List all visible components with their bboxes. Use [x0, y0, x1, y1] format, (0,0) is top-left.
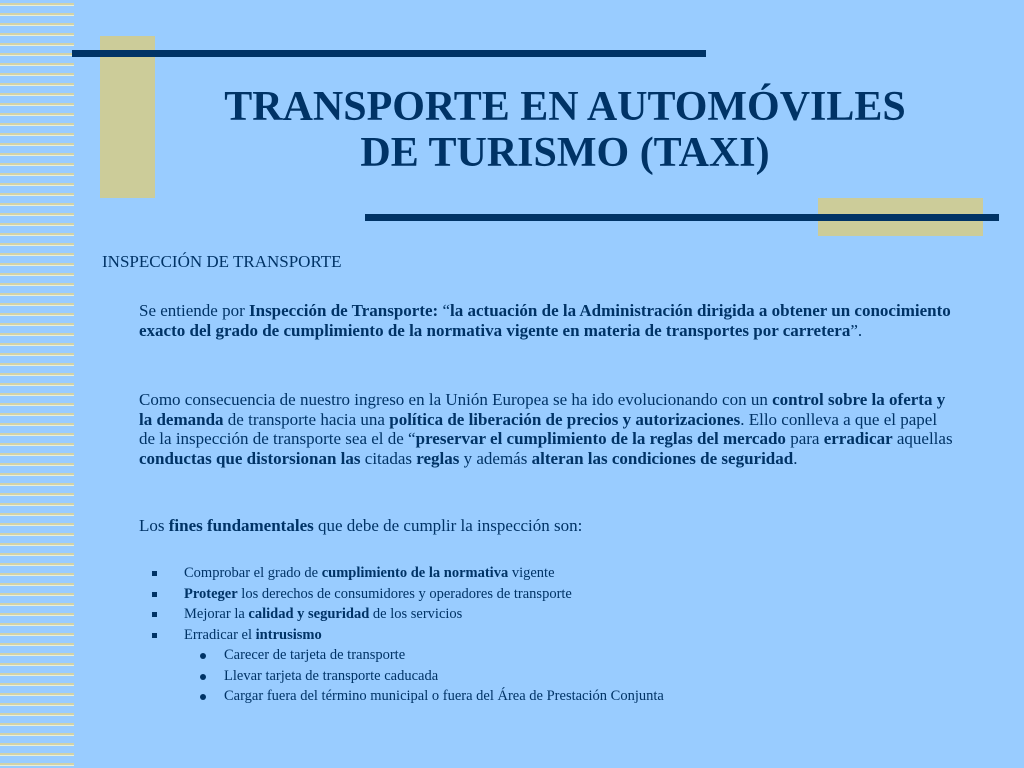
- context-paragraph: [139, 390, 954, 468]
- square-bullet-icon: [152, 571, 157, 576]
- round-bullet-icon: [200, 674, 206, 680]
- p2-bold-1: control sobre la oferta y la demanda: [139, 390, 946, 429]
- p3-bold-1: fines fundamentales: [168, 516, 314, 535]
- p2-bold-4: erradicar: [823, 429, 893, 448]
- p2-text-5: aquellas: [892, 429, 953, 448]
- sublist-text: Carecer de tarjeta de transporte: [224, 647, 406, 663]
- bottom-deco-line: [365, 214, 999, 221]
- square-bullet-icon: [152, 612, 157, 617]
- p2-bold-6: reglas: [416, 448, 460, 468]
- p2-bold-2: política de liberación de precios y autorizaciones: [389, 409, 741, 429]
- p2-text-4: para: [785, 429, 824, 448]
- slide-title: [160, 84, 970, 176]
- bullet-text: Mejorar la: [184, 606, 249, 622]
- p2-text-1: Como consecuencia de nuestro ingreso en la Unión Europea se ha ido evolucionando con un: [139, 390, 773, 409]
- p1-text-1: Se entiende por: [139, 301, 249, 320]
- round-bullet-icon: [200, 694, 206, 700]
- title-line-2: DE TURISMO (TAXI): [360, 130, 770, 176]
- bullet-bold: intrusismo: [255, 626, 322, 643]
- p1-bold-2: la actuación de la Administración dirigida a obtener un conocimiento exacto del grado de cumplimiento de la normativa vigente en materia de transportes por carretera: [139, 301, 951, 340]
- bullet-text: Comprobar el grado de: [184, 565, 322, 581]
- p1-text-2: “: [438, 301, 451, 320]
- bullet-bold: Proteger: [184, 585, 238, 602]
- list-item: [152, 604, 664, 625]
- p2-bold-7: alteran las condiciones de seguridad: [531, 448, 794, 468]
- goals-list: [152, 563, 664, 707]
- square-bullet-icon: [152, 633, 157, 638]
- list-item: [152, 584, 664, 605]
- p2-text-6: citadas: [360, 448, 417, 468]
- bullet-text: los derechos de consumidores y operadores de transporte: [237, 585, 572, 602]
- p2-text-3: . Ello conlleva a que el papel de la inspección de transporte sea el de “: [139, 409, 938, 448]
- definition-paragraph: [139, 301, 954, 340]
- intrusion-sublist: [184, 645, 664, 707]
- bullet-bold: calidad y seguridad: [248, 606, 370, 622]
- round-bullet-icon: [200, 653, 206, 659]
- list-item: [152, 625, 664, 707]
- p3-text-1: Los: [139, 516, 169, 535]
- title-line-1: TRANSPORTE EN AUTOMÓVILES: [224, 84, 906, 130]
- goals-intro-paragraph: [139, 516, 954, 536]
- sublist-item: [184, 666, 664, 687]
- top-left-deco-block: [100, 36, 155, 198]
- square-bullet-icon: [152, 592, 157, 597]
- bullet-text: Erradicar el: [184, 626, 256, 643]
- p3-text-2: que debe de cumplir la inspección son:: [313, 516, 583, 535]
- bullet-text: de los servicios: [369, 606, 463, 622]
- bullet-text: vigente: [508, 565, 555, 581]
- p2-bold-5: conductas que distorsionan las: [139, 448, 361, 468]
- p1-text-3: ”.: [850, 320, 863, 340]
- sublist-item: [184, 686, 664, 707]
- bullet-bold: cumplimiento de la normativa: [321, 565, 509, 581]
- p2-bold-3: preservar el cumplimiento de la reglas del mercado: [415, 429, 786, 448]
- p2-text-8: .: [793, 448, 798, 468]
- top-deco-line: [72, 50, 706, 57]
- sublist-text: Llevar tarjeta de transporte caducada: [224, 667, 439, 684]
- list-item: [152, 563, 664, 584]
- left-stripe-band: [0, 0, 74, 768]
- sublist-item: [184, 645, 664, 666]
- section-heading: INSPECCIÓN DE TRANSPORTE: [102, 252, 342, 271]
- p2-text-7: y además: [459, 448, 532, 468]
- p1-bold-1: Inspección de Transporte:: [249, 301, 439, 320]
- p2-text-2: de transporte hacia una: [223, 409, 390, 429]
- sublist-text: Cargar fuera del término municipal o fuera del Área de Prestación Conjunta: [224, 688, 664, 704]
